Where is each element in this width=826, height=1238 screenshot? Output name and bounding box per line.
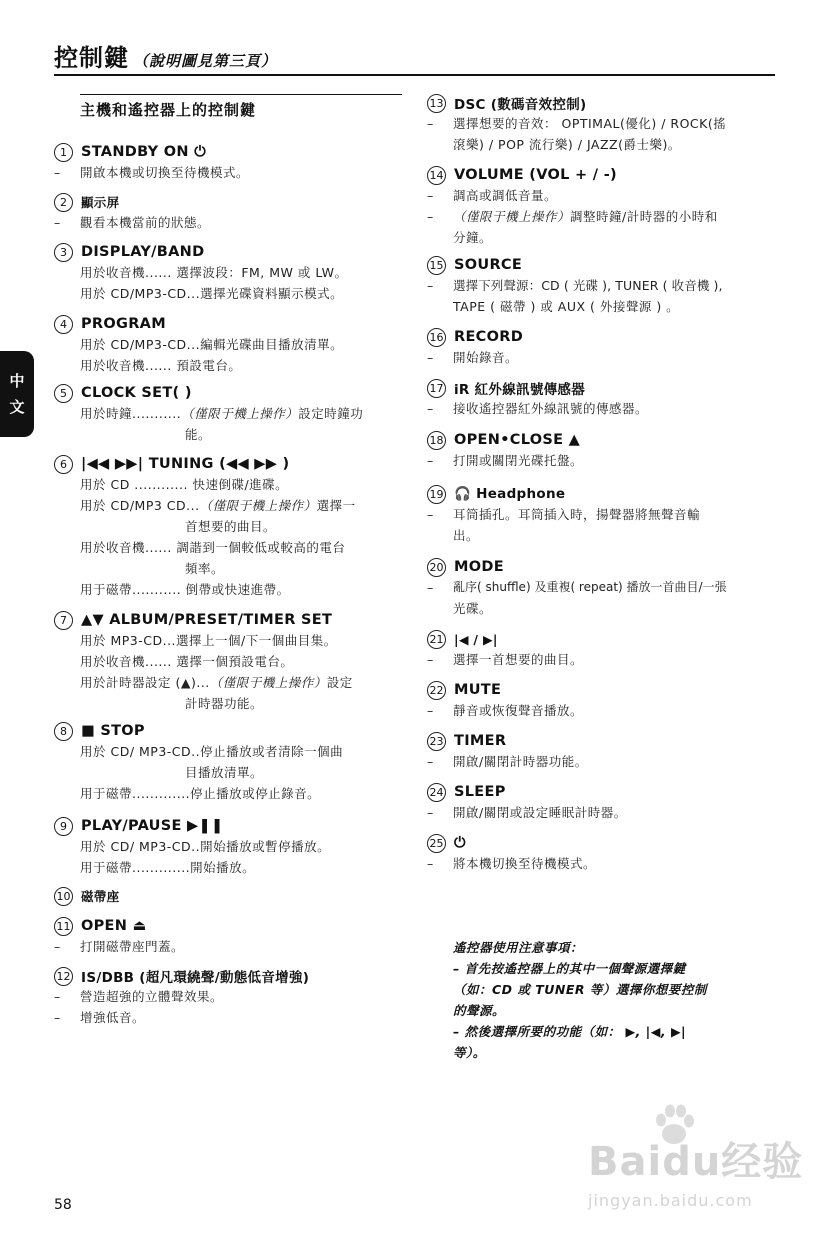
item-label: SOURCE	[454, 257, 523, 273]
control-item-record	[427, 327, 523, 368]
control-item-album-preset	[54, 610, 353, 714]
italic-note: （僅限于機上操作）	[453, 209, 571, 224]
item-label: iR 紅外線訊號傳感器	[454, 382, 586, 398]
item-description: 用於 CD/ MP3-CD..停止播放或者清除一個曲	[80, 744, 344, 759]
item-description: 觀看本機當前的狀態。	[80, 215, 211, 230]
item-number: 2	[54, 193, 73, 212]
title-text: 控制鍵	[54, 44, 129, 72]
text-part: 調整時鐘/計時器的小時和	[570, 209, 718, 224]
dash: –	[427, 188, 434, 203]
item-number: 14	[427, 166, 446, 185]
item-description: 靜音或恢復聲音播放。	[453, 703, 584, 718]
control-item-program	[54, 314, 343, 376]
control-item-volume	[427, 165, 718, 248]
item-number: 10	[54, 887, 73, 906]
item-description: 將本機切換至待機模式。	[453, 856, 597, 871]
control-item-open	[54, 916, 185, 957]
item-label: DSC (數碼音效控制)	[454, 97, 587, 113]
item-description: 用于磁帶........... 倒帶或快速進帶。	[80, 582, 290, 597]
item-description: TAPE ( 磁帶 ) 或 AUX ( 外接聲源 ) 。	[453, 299, 680, 314]
dash: –	[427, 209, 434, 224]
dash: –	[427, 580, 434, 595]
power-icon: ⏻	[454, 835, 466, 851]
item-description: 選擇一首想要的曲目。	[453, 652, 584, 667]
text-part: 選擇一	[316, 498, 356, 513]
item-label: VOLUME (VOL + / -)	[454, 167, 617, 183]
page-subtitle: （說明圖見第三頁）	[133, 52, 278, 70]
dash: –	[427, 278, 434, 293]
italic-note: （僅限于機上操作）	[181, 406, 299, 421]
dash: –	[427, 754, 434, 769]
item-description: 用於 CD/ MP3-CD..開始播放或暫停播放。	[80, 839, 331, 854]
item-description: 營造超強的立體聲效果。	[80, 989, 224, 1004]
control-item-standby-power	[427, 833, 597, 874]
title-divider	[54, 74, 775, 76]
item-description: 增強低音。	[80, 1010, 146, 1025]
item-number: 3	[54, 243, 73, 262]
item-number: 11	[54, 917, 73, 936]
item-number: 18	[427, 431, 446, 450]
italic-note: （僅限于機上操作）	[209, 675, 327, 690]
dash: –	[427, 507, 434, 522]
item-label: OPEN•CLOSE ▲	[454, 432, 581, 448]
item-label: |◀◀ ▶▶| TUNING (◀◀ ▶▶ )	[81, 456, 290, 472]
item-number: 22	[427, 681, 446, 700]
item-label: 顯示屏	[81, 195, 120, 210]
item-label: SLEEP	[454, 784, 506, 800]
italic-note: （僅限于機上操作）	[199, 498, 317, 513]
section-heading: 主機和遙控器上的控制鍵	[80, 101, 257, 119]
control-item-mute	[427, 680, 584, 721]
item-description: 打開或關閉光碟托盤。	[453, 453, 584, 468]
item-description: 用於 CD/MP3-CD...選擇光碟資料顯示模式。	[80, 286, 344, 301]
item-label: OPEN ⏏	[81, 918, 147, 934]
control-item-display-band	[54, 242, 348, 304]
item-number: 20	[427, 558, 446, 577]
item-description	[453, 206, 718, 227]
watermark-logo: Baidu经验	[588, 1139, 804, 1185]
item-label: CLOCK SET( )	[81, 385, 192, 401]
item-description: 接收遙控器紅外線訊號的傳感器。	[453, 401, 649, 416]
notes-line: 等）。	[453, 1045, 486, 1060]
item-number: 19	[427, 485, 446, 504]
item-description: 用於收音機...... 調諧到一個較低或較高的電台	[80, 540, 346, 555]
item-number: 21	[427, 630, 446, 649]
dash: –	[54, 939, 61, 954]
watermark	[588, 1130, 803, 1210]
control-item-tuning	[54, 454, 356, 600]
item-number: 17	[427, 379, 446, 398]
item-label: PLAY/PAUSE ▶❚❚	[81, 818, 224, 834]
notes-heading: 遙控器使用注意事項：	[453, 940, 584, 955]
dash: –	[427, 116, 434, 131]
language-tab	[0, 351, 34, 437]
item-description: 開啟/關閉或設定睡眠計時器。	[453, 805, 627, 820]
text-part: 設定時鐘功	[298, 406, 364, 421]
item-description: 頻率。	[185, 561, 225, 576]
item-description: 選擇下列聲源：CD ( 光碟 ), TUNER ( 收音機 ),	[453, 278, 723, 293]
item-description: 計時器功能。	[185, 696, 264, 711]
item-label: MODE	[454, 559, 504, 575]
item-description: 用於 MP3-CD...選擇上一個/下一個曲目集。	[80, 633, 337, 648]
control-item-play-pause	[54, 816, 330, 878]
control-item-prev-next	[427, 629, 584, 670]
item-number: 8	[54, 722, 73, 741]
watermark-url: jingyan.baidu.com	[588, 1191, 753, 1210]
item-number: 24	[427, 783, 446, 802]
dash: –	[54, 165, 61, 180]
page-title	[54, 38, 277, 73]
item-number: 6	[54, 455, 73, 474]
item-description: 出。	[453, 528, 480, 543]
item-description: 選擇想要的音效： OPTIMAL(優化) / ROCK(搖	[453, 116, 727, 131]
item-label: IS/DBB (超凡環繞聲/動態低音增強)	[81, 970, 310, 986]
item-description: 開啟/關閉計時器功能。	[453, 754, 588, 769]
dash: –	[427, 856, 434, 871]
control-item-stop	[54, 721, 343, 804]
item-label: 磁帶座	[81, 889, 120, 904]
notes-line: 的聲源。	[453, 1003, 506, 1018]
control-item-tape-deck	[54, 886, 119, 906]
item-number: 23	[427, 732, 446, 751]
item-description	[54, 672, 353, 693]
dash: –	[54, 1010, 61, 1025]
item-label: PROGRAM	[81, 316, 166, 332]
item-description	[54, 403, 363, 424]
item-label: ▲▼ ALBUM/PRESET/TIMER SET	[81, 612, 333, 628]
dash: –	[427, 453, 434, 468]
dash: –	[427, 350, 434, 365]
item-description: 用於收音機...... 預設電台。	[80, 358, 242, 373]
item-number: 5	[54, 384, 73, 403]
item-description: 能。	[185, 427, 212, 442]
text-part: 用於計時器設定 (▲)...	[80, 675, 210, 690]
item-number: 9	[54, 817, 73, 836]
item-number: 15	[427, 256, 446, 275]
item-description: 調高或調低音量。	[453, 188, 558, 203]
item-label: TIMER	[454, 733, 507, 749]
item-description: 目播放清單。	[185, 765, 264, 780]
notes-line: （如：CD 或 TUNER 等）選擇你想要控制	[453, 982, 707, 997]
control-item-is-dbb	[54, 966, 309, 1028]
text-part: 設定	[326, 675, 353, 690]
item-description: 開始錄音。	[453, 350, 519, 365]
item-label: 🎧 Headphone	[454, 486, 566, 502]
item-description: 光碟。	[453, 601, 493, 616]
item-label: MUTE	[454, 682, 502, 698]
control-item-standby	[54, 142, 250, 183]
item-label: ■ STOP	[81, 723, 145, 739]
control-item-headphone	[427, 484, 701, 546]
dash: –	[54, 989, 61, 1004]
control-item-sleep	[427, 782, 627, 823]
dash: –	[427, 703, 434, 718]
item-number: 25	[427, 834, 446, 853]
text-part: 用於時鐘...........	[80, 406, 182, 421]
control-item-source	[427, 255, 723, 317]
control-item-ir-sensor	[427, 378, 649, 419]
item-description: 用于磁帶.............停止播放或停止錄音。	[80, 786, 321, 801]
item-description: 打開磁帶座門蓋。	[80, 939, 185, 954]
control-item-mode	[427, 557, 727, 619]
dash: –	[427, 401, 434, 416]
item-number: 13	[427, 94, 446, 113]
item-description: 分鐘。	[453, 230, 493, 245]
notes-line: – 然後選擇所要的功能（如： ▶, |◀, ▶|	[453, 1024, 687, 1039]
control-item-display	[54, 192, 211, 233]
item-number: 12	[54, 967, 73, 986]
item-description: 開啟本機或切換至待機模式。	[80, 165, 250, 180]
item-label: RECORD	[454, 329, 524, 345]
language-tab-char: 中	[9, 372, 25, 390]
item-description: 滾樂) / POP 流行樂) / JAZZ(爵士樂)。	[453, 137, 681, 152]
item-description: 首想要的曲目。	[185, 519, 277, 534]
dash: –	[427, 805, 434, 820]
item-label: DISPLAY/BAND	[81, 244, 205, 260]
item-number: 16	[427, 328, 446, 347]
control-item-open-close	[427, 430, 584, 471]
control-item-clock-set	[54, 383, 363, 445]
section-divider	[80, 94, 402, 95]
item-description: 用於收音機...... 選擇波段：FM, MW 或 LW。	[80, 265, 348, 280]
remote-usage-notes	[453, 937, 707, 1063]
notes-line: – 首先按遙控器上的其中一個聲源選擇鍵	[453, 961, 686, 976]
item-label: |◀ / ▶|	[454, 631, 498, 647]
item-description: 亂序( shuffle) 及重複( repeat) 播放一首曲目/一張	[453, 580, 727, 594]
item-number: 7	[54, 611, 73, 630]
item-label: STANDBY ON ⏻	[81, 144, 206, 160]
control-item-timer	[427, 731, 588, 772]
control-item-dsc	[427, 93, 727, 155]
language-tab-char: 文	[9, 398, 25, 416]
item-description: 耳筒插孔。耳筒插入時，揚聲器將無聲音輸	[453, 507, 701, 522]
item-description: 用於 CD/MP3-CD...編輯光碟曲目播放清單。	[80, 337, 344, 352]
page-number: 58	[54, 1197, 72, 1213]
item-number: 1	[54, 143, 73, 162]
item-number: 4	[54, 315, 73, 334]
item-description	[54, 495, 356, 516]
item-description: 用於收音機...... 選擇一個預設電台。	[80, 654, 294, 669]
item-description: 用于磁帶.............開始播放。	[80, 860, 256, 875]
dash: –	[54, 215, 61, 230]
text-part: 用於 CD/MP3 CD...	[80, 498, 200, 513]
dash: –	[427, 652, 434, 667]
item-description: 用於 CD ............ 快速倒碟/進碟。	[80, 477, 289, 492]
